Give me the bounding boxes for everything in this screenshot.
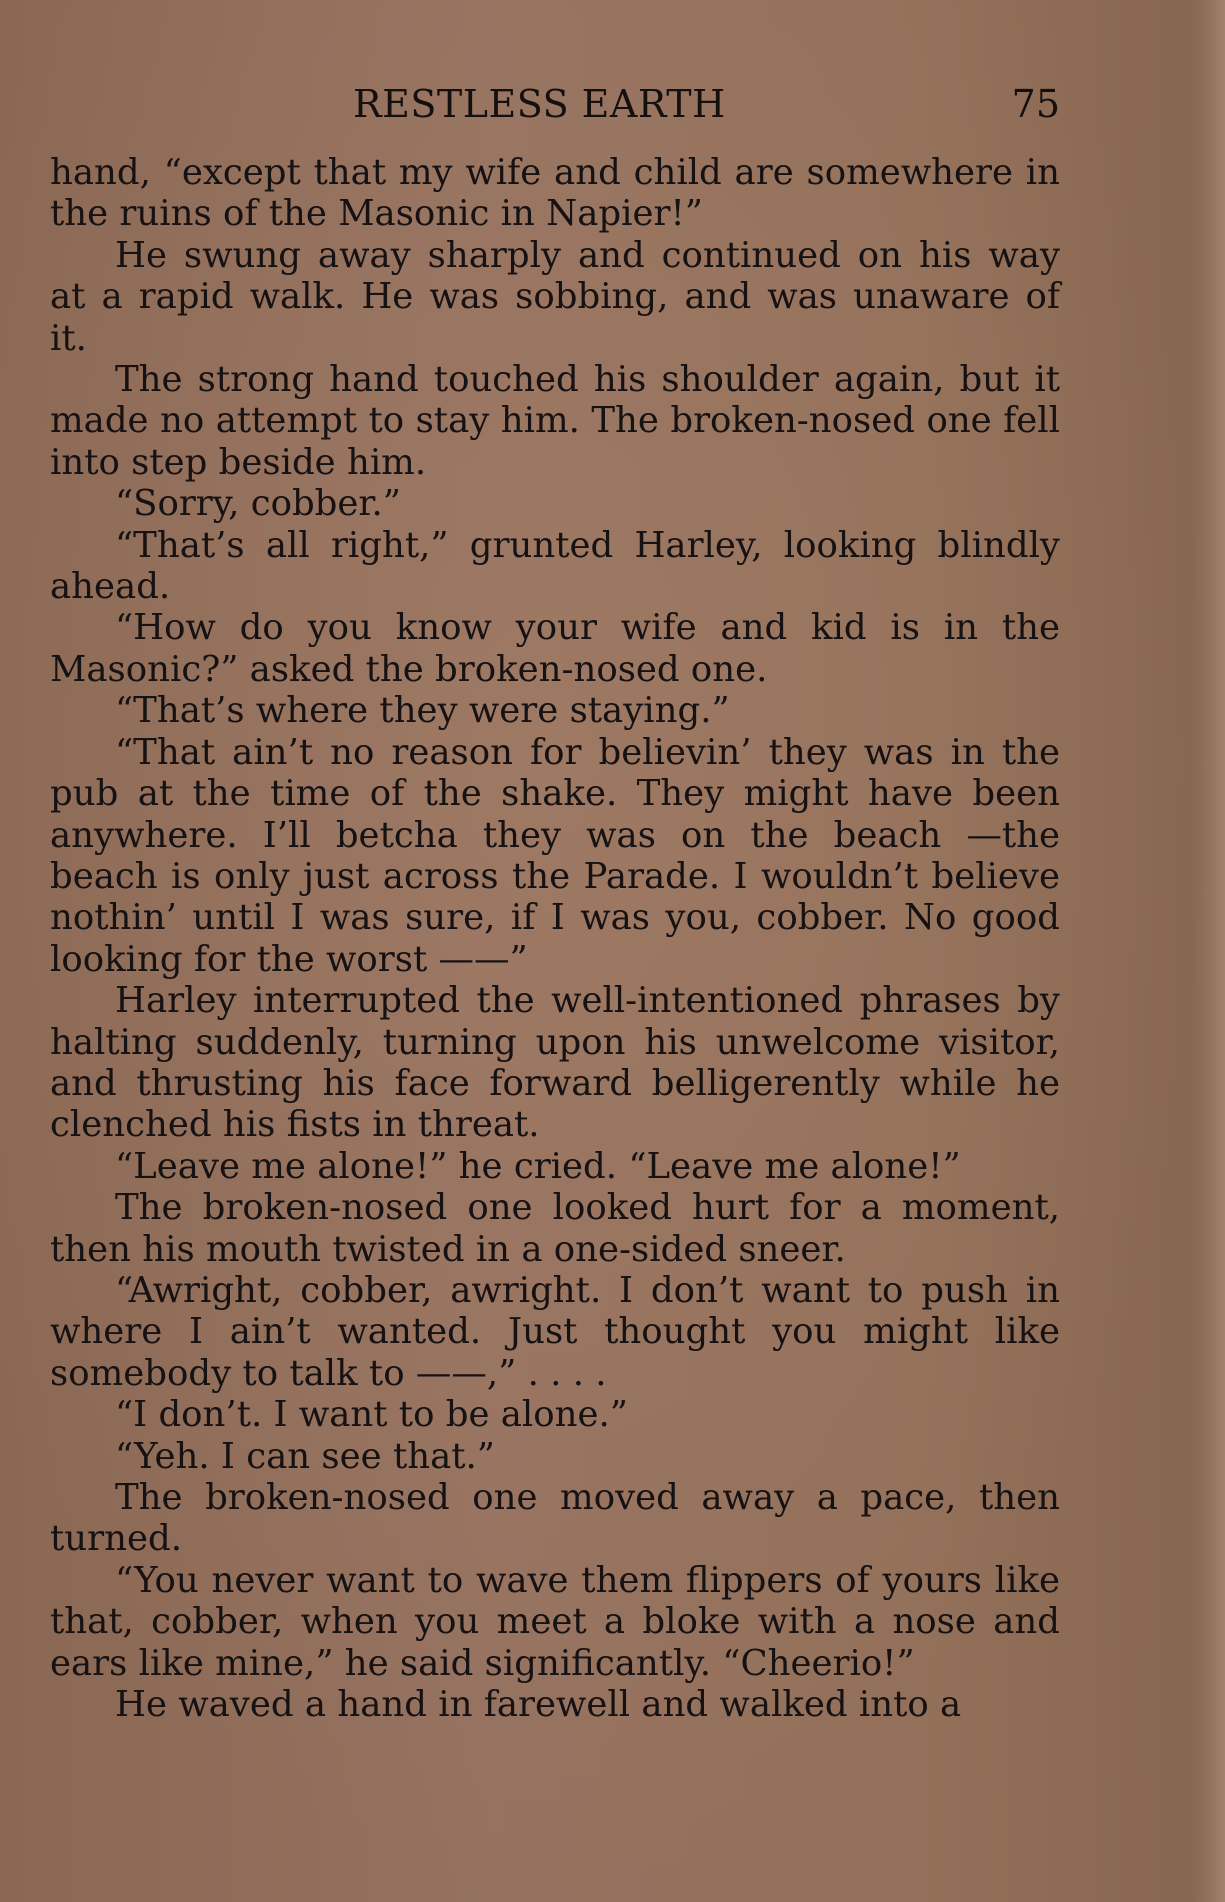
paragraph: “That ain’t no reason for believin’ they was in the pub at the time of the shake. They might have been anywhere. I’ll betcha they was on the beach —the beach is only just across the Parade. I wouldn’t believe nothin’ until I was sure, if I was you, cobber. No good looking for the worst ——”: [50, 731, 1060, 980]
paragraph: hand, “except that my wife and child are somewhere in the ruins of the Masonic in Napier!”: [50, 152, 1060, 235]
paragraph: “Awright, cobber, awright. I don’t want to push in where I ain’t wanted. Just thought you might like somebody to talk to ——,” . . . .: [50, 1269, 1060, 1394]
paragraph: He waved a hand in farewell and walked into a: [115, 1684, 962, 1726]
paragraph: He swung away sharply and continued on his way at a rapid walk. He was sobbing, and was unaware of it.: [50, 234, 1060, 359]
paragraph: “Leave me alone!” he cried. “Leave me alone!”: [115, 1145, 961, 1187]
page-edge: [1191, 0, 1225, 1902]
paragraph: The broken-nosed one moved away a pace, then turned.: [50, 1477, 1060, 1560]
page-header: [55, 82, 1060, 132]
paragraph: “Sorry, cobber.”: [115, 483, 401, 525]
running-head: RESTLESS EARTH: [353, 82, 726, 126]
paragraph: “You never want to wave them flippers of yours like that, cobber, when you meet a bloke with a nose and ears like mine,” he said significantly. “Cheerio!”: [50, 1559, 1060, 1684]
paragraph: Harley interrupted the well-intentioned phrases by halting suddenly, turning upon his unwelcome visitor, and thrusting his face forward belligerently while he clenched his fists in threat.: [50, 980, 1060, 1146]
page-number: 75: [1011, 82, 1060, 126]
paragraph: “I don’t. I want to be alone.”: [115, 1394, 628, 1436]
paragraph: “That’s all right,” grunted Harley, looking blindly ahead.: [50, 524, 1060, 608]
paragraph: The strong hand touched his shoulder again, but it made no attempt to stay him. The broken-nosed one fell into step beside him.: [50, 359, 1060, 483]
body-text: [50, 152, 1060, 1725]
paragraph: “That’s where they were staying.”: [115, 690, 730, 732]
paragraph: The broken-nosed one looked hurt for a moment, then his mouth twisted in a one-sided sneer.: [50, 1187, 1060, 1270]
paragraph: “How do you know your wife and kid is in the Masonic?” asked the broken-nosed one.: [50, 607, 1060, 690]
paragraph: “Yeh. I can see that.”: [115, 1435, 495, 1477]
